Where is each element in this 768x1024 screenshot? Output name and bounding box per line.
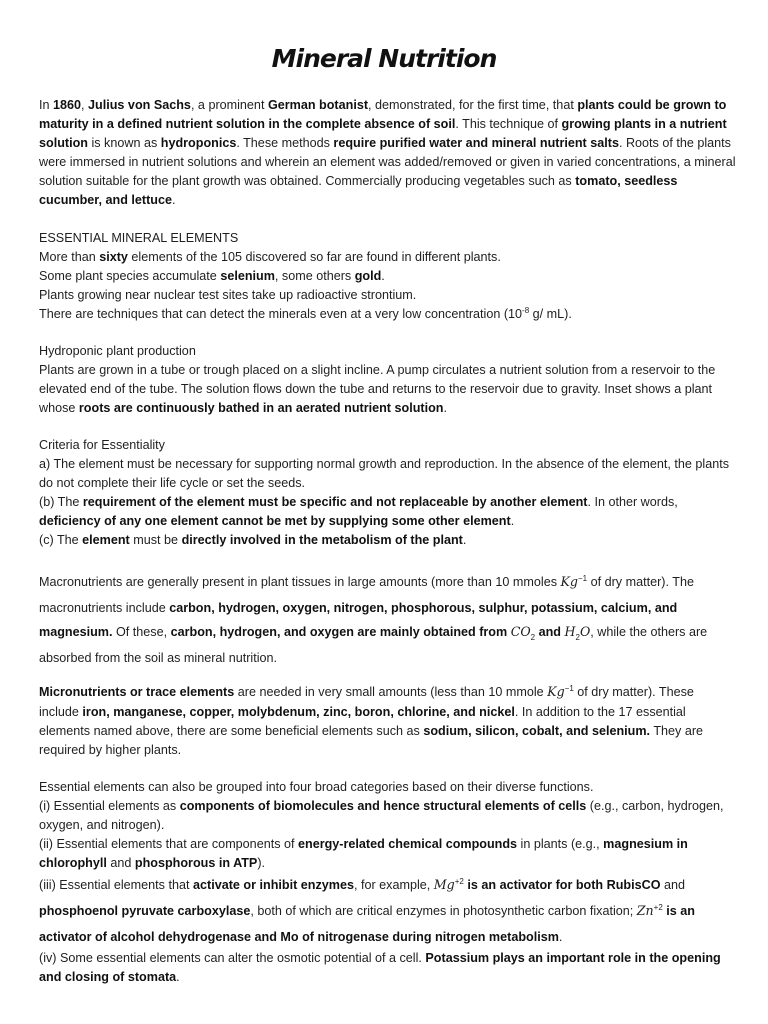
text: . xyxy=(558,930,563,944)
section-heading: Criteria for Essentiality xyxy=(39,438,165,452)
text: (i) Essential elements as xyxy=(39,799,180,813)
emphasis: requirement of the element must be specific and not replaceable by another element xyxy=(82,495,588,509)
text: , xyxy=(81,98,89,112)
page-title: Mineral Nutrition xyxy=(271,44,497,73)
text: In xyxy=(39,98,54,112)
beneficial-elements: sodium, silicon, cobalt, and selenium. xyxy=(423,724,651,738)
essential-line xyxy=(39,305,737,325)
subscript: 2 xyxy=(575,633,580,642)
text: , for example, xyxy=(353,878,434,892)
text: , demonstrated, for the first time, that xyxy=(368,98,578,112)
emphasis: activate or inhibit enzymes xyxy=(193,878,354,892)
text: . xyxy=(171,193,176,207)
emphasis: Potassium plays an important role in the opening and closing of stomata xyxy=(39,951,721,984)
text: , while the others are absorbed from the soil as mineral nutrition. xyxy=(39,625,708,665)
exponent: +2 xyxy=(653,903,663,912)
emphasis: is an activator for both RubisCO xyxy=(463,878,661,892)
emphasis: element xyxy=(82,533,130,547)
text: g/ mL). xyxy=(529,307,572,321)
text: More than xyxy=(39,250,100,264)
text: (c) The xyxy=(39,533,83,547)
essential-elements-section xyxy=(39,229,737,325)
exponent: +2 xyxy=(454,877,464,886)
micronutrients-paragraph xyxy=(39,682,737,760)
element-name: selenium xyxy=(220,269,275,283)
text: . xyxy=(176,970,180,984)
text: . In other words, xyxy=(587,495,678,509)
functional-groups-section xyxy=(39,778,737,987)
text: They are required by higher plants. xyxy=(39,724,704,757)
text: Macronutrients are generally present in plant tissues in large amounts (more than 10 mmoles xyxy=(39,575,561,589)
group-i xyxy=(39,797,737,835)
emphasis: components of biomolecules and hence structural elements of cells xyxy=(179,799,587,813)
exponent: -8 xyxy=(522,306,530,315)
text: (b) The xyxy=(39,495,83,509)
text: (e.g., carbon, hydrogen, oxygen, and nitrogen). xyxy=(39,799,724,832)
micronutrient-list: iron, manganese, copper, molybdenum, zinc, boron, chlorine, and nickel xyxy=(82,705,515,719)
groups-intro: Essential elements can also be grouped into four broad categories based on their diverse functions. xyxy=(39,780,594,794)
scientist-role: German botanist xyxy=(267,98,369,112)
criterion-b xyxy=(39,493,737,531)
text: and xyxy=(106,856,135,870)
essential-line: Plants growing near nuclear test sites take up radioactive strontium. xyxy=(39,288,417,302)
emphasis: is an activator of alcohol dehydrogenase and Mo of nitrogenase during nitrogen metabolism xyxy=(39,904,695,944)
text: . xyxy=(510,514,515,528)
element-name: gold xyxy=(354,269,382,283)
hydroponics-term: hydroponics xyxy=(160,136,237,150)
text: . xyxy=(381,269,385,283)
criteria-section xyxy=(39,436,737,550)
criterion-c xyxy=(39,531,737,550)
text: must be xyxy=(129,533,182,547)
text: is known as xyxy=(87,136,161,150)
requirement: require purified water and mineral nutrient salts xyxy=(333,136,619,150)
criterion-a: a) The element must be necessary for supporting normal growth and reproduction. In the absence of the element, the plants do not complete their life cycle or set the seeds. xyxy=(39,457,730,490)
text: in plants (e.g., xyxy=(517,837,604,851)
year: 1860 xyxy=(53,98,82,112)
emphasis: Micronutrients or trace elements xyxy=(39,685,235,699)
formula-h2o: H xyxy=(564,624,576,639)
emphasis: phosphorous in ATP xyxy=(134,856,258,870)
text: . xyxy=(462,533,467,547)
emphasis: deficiency of any one element cannot be met by supplying some other element xyxy=(39,514,511,528)
macronutrient-list: carbon, hydrogen, oxygen, nitrogen, phosphorous, sulphur, potassium, calcium, and magnesium. xyxy=(39,601,678,639)
formula-h2o: O xyxy=(579,624,591,639)
hydroponic-section xyxy=(39,342,737,418)
formula-zn: Zn xyxy=(636,903,654,918)
text: , both of which are critical enzymes in photosynthetic carbon fixation; xyxy=(250,904,637,918)
hydroponic-paragraph xyxy=(39,361,737,418)
text: (iv) Some essential elements can alter the osmotic potential of a cell. xyxy=(39,951,426,965)
exponent: −1 xyxy=(577,574,588,583)
text: and xyxy=(660,878,686,892)
emphasis: magnesium in chlorophyll xyxy=(39,837,688,870)
emphasis: energy-related chemical compounds xyxy=(298,837,518,851)
formula-mg: Mg xyxy=(433,877,455,892)
formula-co2: CO xyxy=(510,624,531,639)
exponent: −1 xyxy=(564,684,574,693)
text: (iii) Essential elements that xyxy=(39,878,193,892)
text: ). xyxy=(257,856,266,870)
text: and xyxy=(535,625,565,639)
text: . Roots of the plants were immersed in nutrient solutions and wherein an element was added/removed or given in varied concentrations, a mineral solution suitable for the plant growth was obtained. Commercially producing vegetables such as xyxy=(39,136,736,188)
text: , some others xyxy=(274,269,355,283)
text: . In addition to the 17 essential elements named above, there are some beneficial elements such as xyxy=(39,705,686,738)
text: Of these, xyxy=(112,625,171,639)
unit-kg: Kg xyxy=(560,574,578,589)
text: , a prominent xyxy=(190,98,268,112)
text: . This technique of xyxy=(455,117,562,131)
group-ii xyxy=(39,835,737,873)
scientist-name: Julius von Sachs xyxy=(88,98,191,112)
emphasis: directly involved in the metabolism of the plant xyxy=(181,533,463,547)
subscript: 2 xyxy=(530,633,536,642)
text: of dry matter). These include xyxy=(39,685,694,719)
emphasis: carbon, hydrogen, and oxygen are mainly obtained from xyxy=(170,625,511,639)
intro-paragraph xyxy=(39,96,737,210)
essential-line xyxy=(39,267,737,286)
emphasis: phosphoenol pyruvate carboxylase xyxy=(39,904,251,918)
unit-kg: Kg xyxy=(547,684,565,699)
text: Plants are grown in a tube or trough placed on a slight incline. A pump circulates a nutrient solution from a reservoir to the elevated end of the tube. The solution flows down the tube and returns to the reservoir due to gravity. Inset shows a plant whose xyxy=(39,363,716,415)
text: (ii) Essential elements that are components of xyxy=(39,837,298,851)
technique: growing plants in a nutrient solution xyxy=(39,117,727,150)
text: of dry matter). The macronutrients include xyxy=(39,575,694,615)
section-heading: Hydroponic plant production xyxy=(39,344,196,358)
text: Some plant species accumulate xyxy=(39,269,221,283)
text: elements of the 105 discovered so far are found in different plants. xyxy=(127,250,501,264)
macronutrients-paragraph xyxy=(39,570,737,670)
group-iii xyxy=(39,873,737,949)
text: are needed in very small amounts (less than 10 mmole xyxy=(234,685,548,699)
emphasis: roots are continuously bathed in an aerated nutrient solution xyxy=(78,401,444,415)
section-heading: ESSENTIAL MINERAL ELEMENTS xyxy=(39,231,239,245)
text: . These methods xyxy=(236,136,334,150)
text: There are techniques that can detect the minerals even at a very low concentration (10 xyxy=(39,307,523,321)
group-iv xyxy=(39,949,737,987)
key-claim: plants could be grown to maturity in a defined nutrient solution in the complete absence of soil xyxy=(39,98,727,131)
vegetables-list: tomato, seedless cucumber, and lettuce xyxy=(39,174,678,207)
count: sixty xyxy=(99,250,128,264)
essential-line xyxy=(39,248,737,267)
text: . xyxy=(443,401,447,415)
